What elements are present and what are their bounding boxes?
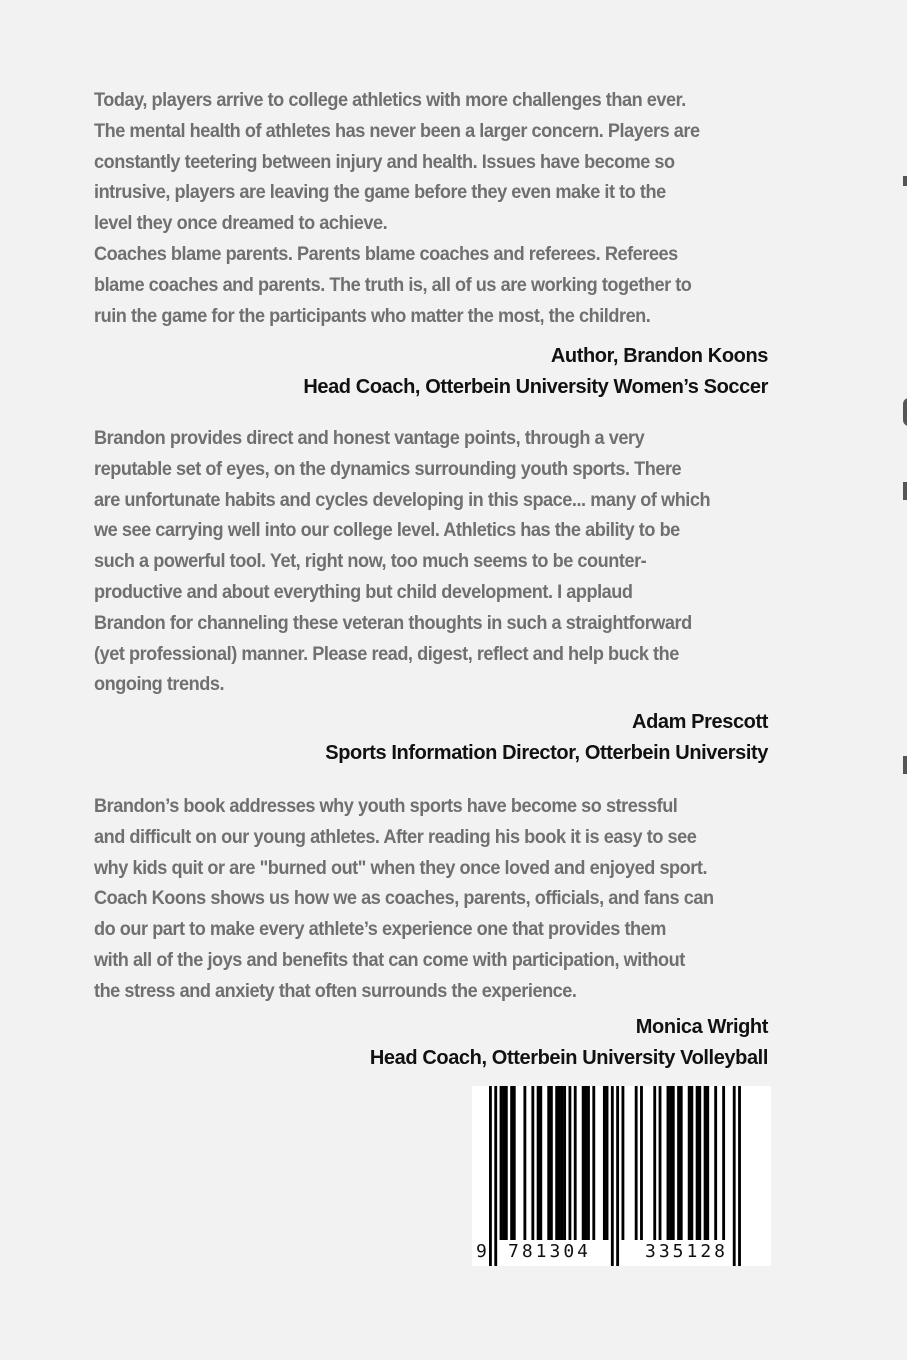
barcode-bar: [680, 1086, 683, 1240]
spine-edge-fragment: [903, 176, 907, 186]
quote-line: do our part to make every athlete’s experience one that provides them: [94, 918, 666, 941]
barcode-bar: [690, 1086, 693, 1240]
quote-line: intrusive, players are leaving the game before they even make it to the: [94, 181, 666, 204]
barcode-left-group: 781304: [508, 1241, 592, 1262]
quote-line: Brandon provides direct and honest vantage points, through a very: [94, 427, 645, 449]
barcode-bar: [510, 1086, 513, 1240]
barcode-bars: [472, 1086, 771, 1266]
barcode-bar: [513, 1086, 516, 1240]
barcode-bar: [555, 1086, 558, 1240]
barcode-bar: [677, 1086, 680, 1240]
barcode-bar: [584, 1086, 587, 1240]
barcode-bar: [550, 1086, 553, 1240]
isbn-barcode: [472, 1086, 771, 1266]
spine-edge-fragment: [903, 756, 907, 774]
quote-3-attribution: [370, 1012, 768, 1073]
attribution-name: Author, Brandon Koons: [550, 345, 768, 367]
barcode-bar: [606, 1086, 609, 1240]
quote-line: why kids quit or are "burned out" when they once loved and enjoyed sport.: [94, 856, 708, 879]
barcode-guard-bar: [494, 1086, 497, 1266]
quote-3-text: [94, 791, 784, 1007]
quote-line: Brandon for channeling these veteran thoughts in such a straightforward: [94, 611, 692, 634]
quote-line: level they once dreamed to achieve.: [94, 212, 388, 235]
barcode-guard-bar: [611, 1086, 614, 1266]
barcode-lead-digit: 9: [476, 1241, 490, 1262]
barcode-bar: [669, 1086, 672, 1240]
barcode-right-group: 335128: [645, 1241, 729, 1262]
barcode-guard-bar: [733, 1086, 736, 1266]
quote-line: Coach Koons shows us how we as coaches, parents, officials, and fans can: [94, 887, 714, 910]
quote-line: reputable set of eyes, on the dynamics surrounding youth sports. There: [94, 457, 682, 480]
quote-line: Today, players arrive to college athletics with more challenges than ever.: [94, 89, 686, 111]
barcode-bar: [714, 1086, 717, 1240]
barcode-bar: [706, 1086, 709, 1240]
attribution-name: Monica Wright: [635, 1016, 768, 1038]
barcode-guard-bar: [489, 1086, 492, 1266]
barcode-bar: [592, 1086, 595, 1240]
quote-line: ongoing trends.: [94, 673, 225, 696]
quote-line: constantly teetering between injury and health. Issues have become so: [94, 150, 675, 173]
barcode-bar: [640, 1086, 643, 1240]
attribution-name: Adam Prescott: [632, 711, 768, 733]
barcode-bar: [502, 1086, 505, 1240]
quote-line: The mental health of athletes has never been a larger concern. Players are: [94, 119, 700, 142]
quote-2-text: [94, 423, 784, 700]
barcode-bar: [603, 1086, 606, 1240]
barcode-bar: [574, 1086, 577, 1240]
barcode-bar: [722, 1086, 725, 1240]
barcode-bar: [539, 1086, 542, 1240]
barcode-bar: [672, 1086, 675, 1240]
barcode-bar: [622, 1086, 625, 1240]
quote-line: such a powerful tool. Yet, right now, too much seems to be counter-: [94, 550, 647, 573]
quote-line: with all of the joys and benefits that can come with participation, without: [94, 948, 685, 971]
attribution-role: Head Coach, Otterbein University Volleyball: [369, 1046, 768, 1069]
barcode-bar: [659, 1086, 662, 1240]
quote-line: ruin the game for the participants who matter the most, the children.: [94, 304, 651, 327]
barcode-bar: [569, 1086, 572, 1240]
barcode-bar: [704, 1086, 707, 1240]
barcode-bar: [537, 1086, 540, 1240]
spine-edge-fragment: [903, 482, 907, 500]
barcode-guard-bar: [616, 1086, 619, 1266]
barcode-bar: [667, 1086, 670, 1240]
barcode-bar: [688, 1086, 691, 1240]
spine-edge-fragment: [903, 398, 907, 426]
barcode-bar: [563, 1086, 566, 1240]
quote-line: (yet professional) manner. Please read, digest, reflect and help buck the: [94, 642, 679, 665]
quote-1-attribution: [303, 341, 768, 402]
quote-1-text: [94, 85, 784, 331]
barcode-bar: [587, 1086, 590, 1240]
quote-line: the stress and anxiety that often surrounds the experience.: [94, 979, 577, 1002]
quote-2-attribution: [325, 707, 768, 768]
barcode-bar: [698, 1086, 701, 1240]
barcode-bar: [582, 1086, 585, 1240]
attribution-role: Head Coach, Otterbein University Women’s Soccer: [303, 375, 768, 398]
quote-line: we see carrying well into our college level. Athletics has the ability to be: [94, 519, 680, 542]
barcode-bar: [531, 1086, 534, 1240]
barcode-bar: [653, 1086, 656, 1240]
barcode-bar: [558, 1086, 561, 1240]
barcode-bar: [523, 1086, 526, 1240]
quote-line: Brandon’s book addresses why youth sports have become so stressful: [94, 795, 678, 817]
barcode-bar: [505, 1086, 508, 1240]
quote-line: productive and about everything but child development. I applaud: [94, 580, 633, 603]
barcode-bar: [696, 1086, 699, 1240]
quote-line: are unfortunate habits and cycles developing in this space... many of which: [94, 488, 711, 511]
barcode-bar: [635, 1086, 638, 1240]
quote-line: and difficult on our young athletes. After reading his book it is easy to see: [94, 825, 697, 848]
barcode-bar: [500, 1086, 503, 1240]
barcode-bar: [561, 1086, 564, 1240]
attribution-role: Sports Information Director, Otterbein University: [325, 741, 768, 764]
barcode-guard-bar: [738, 1086, 741, 1266]
quote-line: Coaches blame parents. Parents blame coaches and referees. Referees: [94, 242, 678, 265]
quote-line: blame coaches and parents. The truth is, all of us are working together to: [94, 273, 692, 296]
barcode-bar: [547, 1086, 550, 1240]
